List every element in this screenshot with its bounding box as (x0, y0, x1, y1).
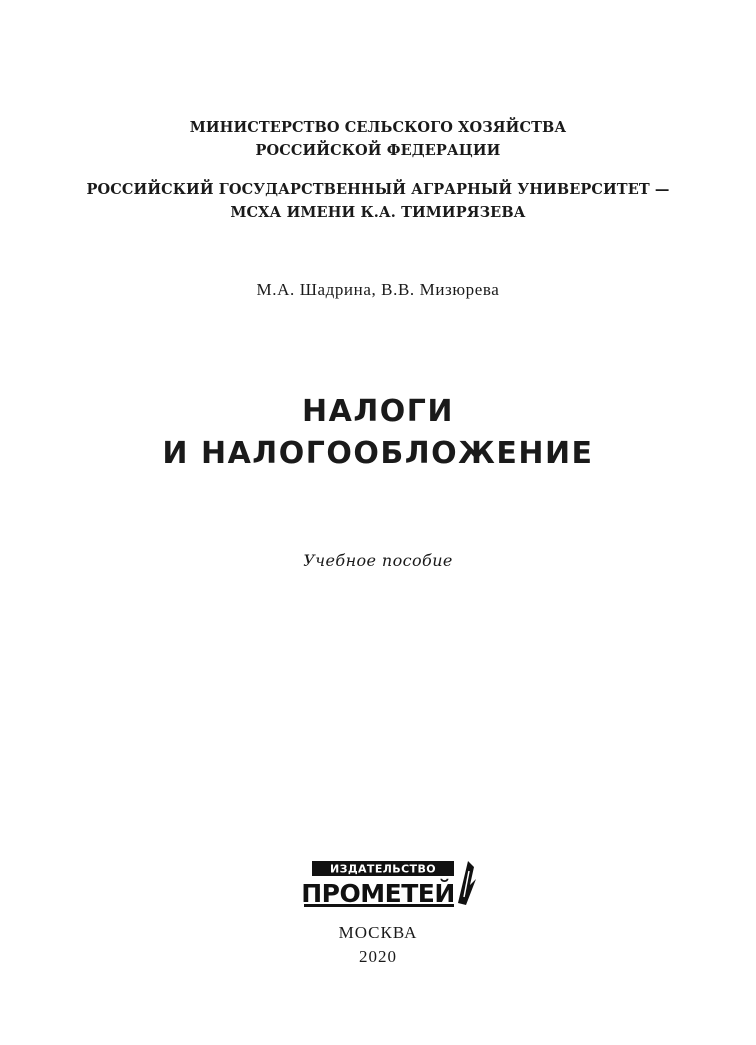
book-title-line-2: И НАЛОГООБЛОЖЕНИЕ (162, 436, 594, 471)
publication-city: МОСКВА (338, 923, 418, 942)
flame-icon (458, 861, 476, 905)
university-line-2: МСХА ИМЕНИ К.А. ТИМИРЯЗЕВА (230, 204, 526, 221)
publisher-logo (298, 857, 478, 915)
book-title-line-1: НАЛОГИ (302, 394, 454, 429)
authors: М.А. Шадрина, В.В. Мизюрева (256, 280, 500, 299)
ministry-line-2: РОССИЙСКОЙ ФЕДЕРАЦИИ (255, 142, 501, 159)
ministry-line-1: МИНИСТЕРСТВО СЕЛЬСКОГО ХОЗЯЙСТВА (189, 119, 567, 136)
university-line-1: РОССИЙСКИЙ ГОСУДАРСТВЕННЫЙ АГРАРНЫЙ УНИВЕРСИТЕТ — (86, 181, 670, 198)
logo-main-text: ПРОМЕТЕЙ (301, 879, 455, 908)
logo-top-text: ИЗДАТЕЛЬСТВО (330, 862, 436, 876)
publication-year: 2020 (359, 947, 397, 966)
book-subtitle: Учебное пособие (303, 551, 453, 570)
